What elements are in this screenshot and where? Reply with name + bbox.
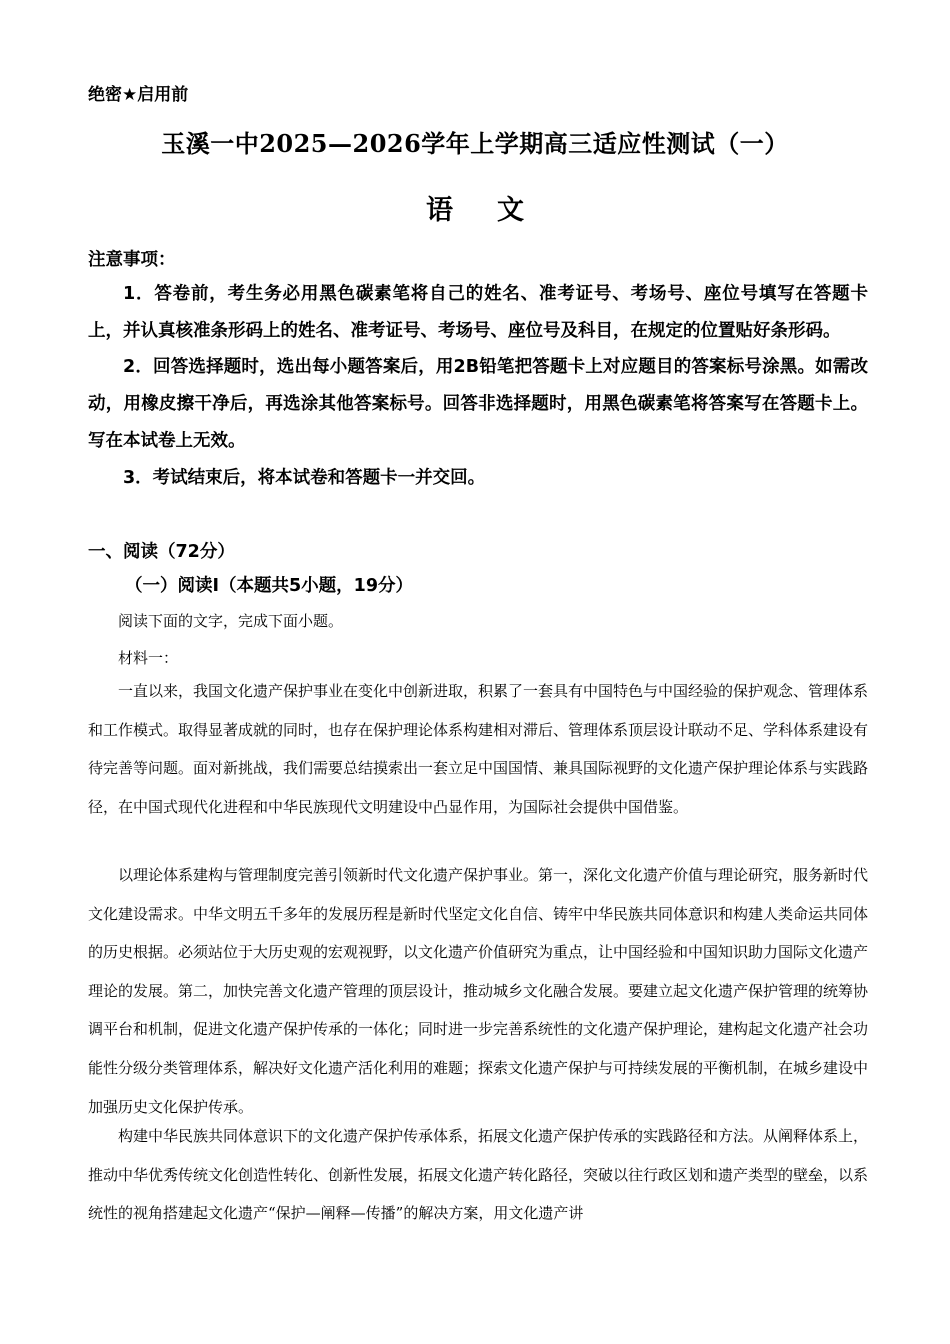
notice-list (88, 276, 868, 496)
section-heading: 一、阅读（72分） (88, 542, 235, 562)
notice-item: 2．回答选择题时，选出每小题答案后，用2B铅笔把答题卡上对应题目的答案标号涂黑。如需改动，用橡皮擦干净后，再选涂其他答案标号。回答非选择题时，用黑色碳素笔将答案写在答题卡上。写在本试卷上无效。 (88, 357, 868, 451)
notice-item: 3．考试结束后，将本试卷和答题卡一并交回。 (123, 467, 486, 488)
reading-instruction: 阅读下面的文字，完成下面小题。 (118, 612, 344, 630)
material-paragraph: 以理论体系建构与管理制度完善引领新时代文化遗产保护事业。第一，深化文化遗产价值与理论研究，服务新时代文化建设需求。中华文明五千多年的发展历程是新时代坚定文化自信、铸牢中华民族共同体意识和构建人类命运共同体的历史根据。必须站位于大历史观的宏观视野，以文化遗产价值研究为重点，让中国经验和中国知识助力国际文化遗产理论的发展。第二，加快完善文化遗产管理的顶层设计，推动城乡文化融合发展。要建立起文化遗产保护管理的统筹协调平台和机制，促进文化遗产保护传承的一体化；同时进一步完善系统性的文化遗产保护理论，建构起文化遗产社会功能性分级分类管理体系，解决好文化遗产活化利用的难题；探索文化遗产保护与可持续发展的平衡机制，在城乡建设中加强历史文化保护传承。 (88, 866, 869, 1116)
material-label: 材料一： (118, 649, 179, 667)
exam-title: 玉溪一中2025—2026学年上学期高三适应性测试（一） (161, 129, 789, 158)
notice-heading: 注意事项： (88, 250, 176, 270)
material-paragraph: 构建中华民族共同体意识下的文化遗产保护传承体系，拓展文化遗产保护传承的实践路径和方法。从阐释体系上，推动中华优秀传统文化创造性转化、创新性发展，拓展文化遗产转化路径，突破以往行政区划和遗产类型的壁垒，以系统性的视角搭建起文化遗产“保护—阐释—传播”的解决方案，用文化遗产讲 (88, 1127, 869, 1223)
subsection-heading: （一）阅读Ⅰ（本题共5小题，19分） (125, 576, 414, 596)
subject-title: 语文 (426, 195, 568, 226)
confidential-label: 绝密★启用前 (88, 85, 189, 105)
material-paragraph: 一直以来，我国文化遗产保护事业在变化中创新进取，积累了一套具有中国特色与中国经验的保护观念、管理体系和工作模式。取得显著成就的同时，也存在保护理论体系构建相对滞后、管理体系顶层设计联动不足、学科体系建设有待完善等问题。面对新挑战，我们需要总结摸索出一套立足中国国情、兼具国际视野的文化遗产保护理论体系与实践路径，在中国式现代化进程和中华民族现代文明建设中凸显作用，为国际社会提供中国借鉴。 (88, 682, 869, 816)
notice-item: 1．答卷前，考生务必用黑色碳素笔将自己的姓名、准考证号、考场号、座位号填写在答题卡上，并认真核准条形码上的姓名、准考证号、考场号、座位号及科目，在规定的位置贴好条形码。 (88, 284, 868, 341)
